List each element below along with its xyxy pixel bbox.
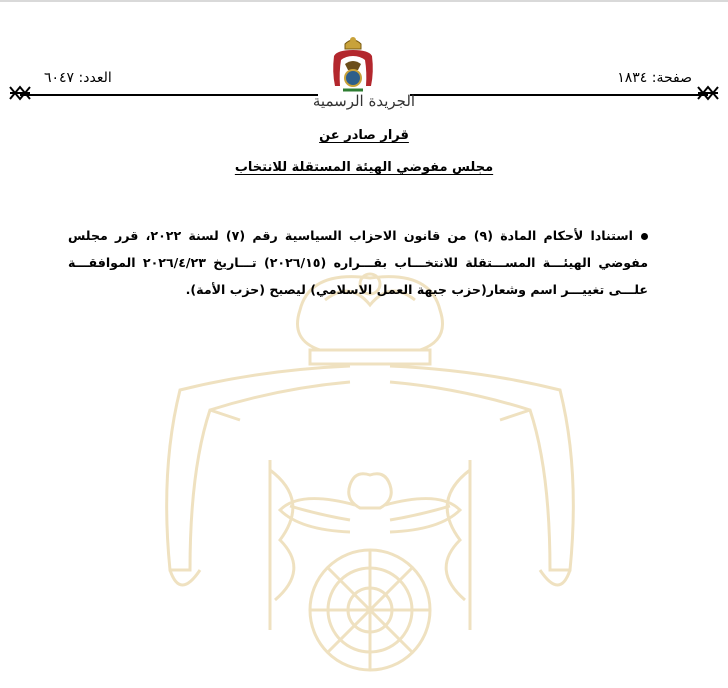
top-border [0,0,728,2]
decision-title-text: قرار صادر عن [319,128,409,143]
decision-body-text: استنادا لأحكام المادة (٩) من قانون الاحزاب السياسية رقم (٧) لسنة ٢٠٢٢، قرر مجلس مفوضي الهيئـــة المســـتقلة للانتخـــاب بقـــراره (٢٠٢٦/١٥) تـــاريخ ٢٠٢٦/٤/٢٣ الموافقـــة علـــى تغييـــر اسم وشعار(حزب جبهة العمل الاسلامي) ليصبح (حزب الأمة). [68,228,648,297]
coat-of-arms-watermark-icon [150,270,590,688]
page-number: صفحة: ١٨٣٤ [617,70,692,86]
decision-title [0,128,728,143]
issuing-body-title [0,160,728,175]
gazette-name: الجريدة الرسمية [312,92,416,110]
decision-body [68,222,648,303]
bullet-icon [641,233,648,240]
issue-number: العدد: ٦٠٤٧ [44,70,112,86]
issuing-body-text: مجلس مفوضي الهيئة المستقلة للانتخاب [234,160,494,175]
coat-of-arms-icon [331,36,375,94]
